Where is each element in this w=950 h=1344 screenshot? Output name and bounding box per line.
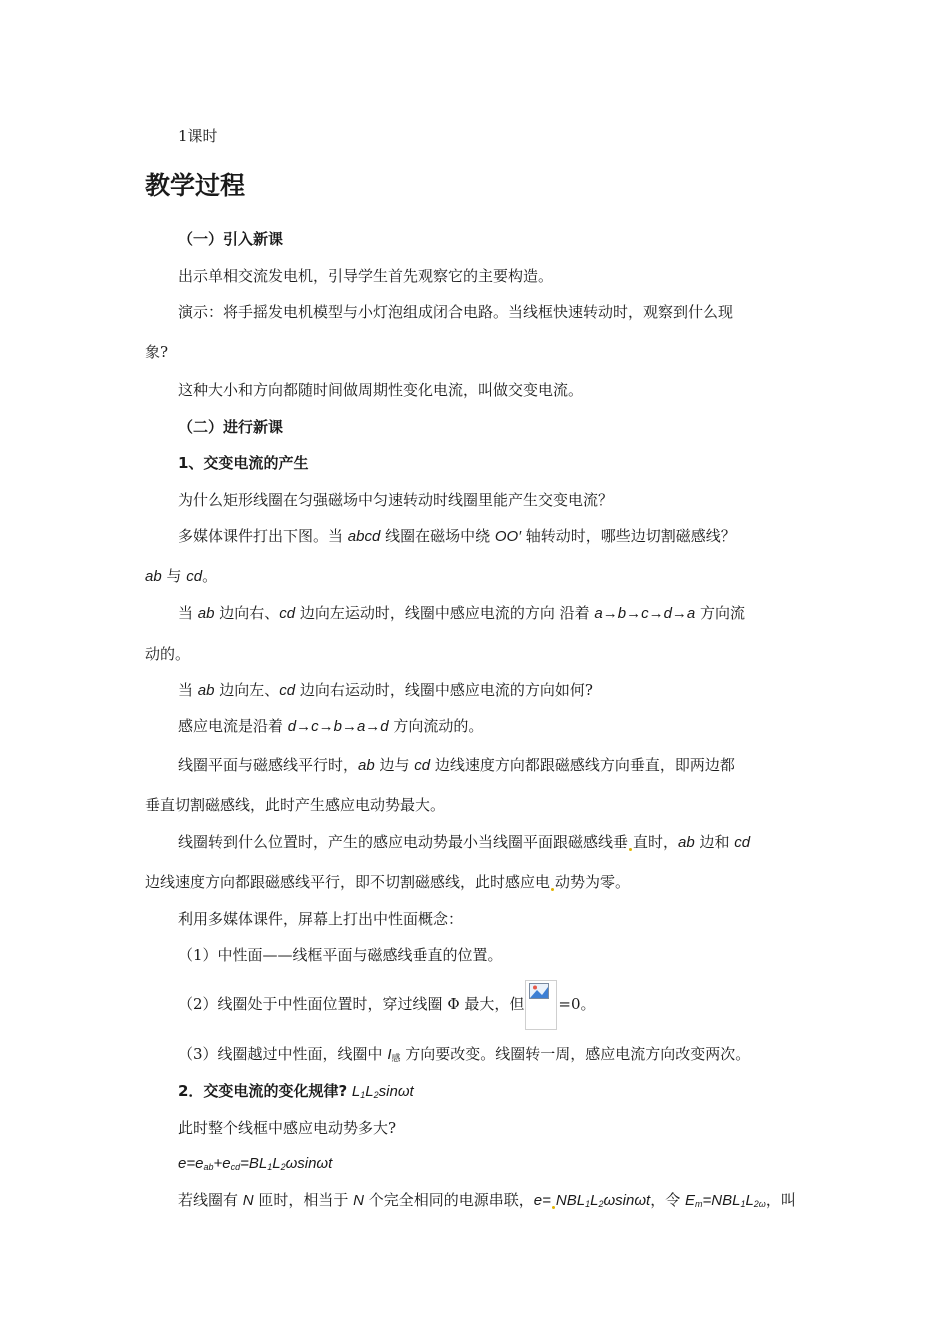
paragraph-continued xyxy=(145,872,630,892)
paragraph xyxy=(178,603,745,624)
part1-heading: （一）引入新课 xyxy=(178,230,284,248)
text: 轴转动时，哪些边切割磁感线？ xyxy=(521,527,736,545)
paragraph: 利用多媒体课件，屏幕上打出中性面概念： xyxy=(178,910,464,928)
text: 匝时，相当于 xyxy=(253,1191,354,1209)
math-ab: ab xyxy=(678,834,695,851)
text: 与 xyxy=(161,567,187,585)
math-path: d→c→b→a→d xyxy=(287,718,389,735)
text: 当 xyxy=(178,604,198,622)
subscript: 感 xyxy=(391,1054,401,1064)
text: 多媒体课件打出下图。当 xyxy=(178,527,348,545)
text: 动势为零。 xyxy=(555,873,631,891)
paragraph-continued xyxy=(145,566,217,587)
paragraph-continued: 动的。 xyxy=(145,645,191,663)
text: 方向流 xyxy=(695,604,746,622)
math-ab: ab xyxy=(197,682,215,699)
math-formula: $NBL_1L_2\omega\sin\omega t$ xyxy=(555,1192,651,1209)
math-cd: cd xyxy=(186,568,203,585)
text: 边线速度方向都跟磁感线平行，即不切割磁感线，此时感应电 xyxy=(145,873,551,891)
math-ab: ab xyxy=(358,757,375,774)
text: ，叫 xyxy=(765,1191,796,1209)
math-i: I xyxy=(387,1046,392,1063)
subheading: 1、交变电流的产生 xyxy=(178,454,309,472)
formula: $e=e_{ab}+e_{cd}=BL_1L_2\omega\sin\omega t$ xyxy=(178,1155,333,1172)
paragraph xyxy=(178,1190,796,1214)
paragraph xyxy=(178,755,735,776)
text: 直时， xyxy=(633,833,679,851)
text: 边线速度方向都跟磁感线方向垂直，即两边都 xyxy=(430,756,735,774)
broken-image-icon xyxy=(525,980,557,1030)
paragraph-continued: 象? xyxy=(145,343,169,361)
paragraph xyxy=(178,526,736,547)
text: （3）线圈越过中性面，线圈中 xyxy=(178,1045,388,1063)
text: 线圈平面与磁感线平行时， xyxy=(178,756,359,774)
math-ab: ab xyxy=(145,568,162,585)
list-item xyxy=(178,980,596,1030)
subheading-text: 2．交变电流的变化规律? xyxy=(178,1082,348,1100)
list-item xyxy=(178,1044,750,1069)
text: 边与 xyxy=(374,756,415,774)
anchor-mark xyxy=(551,888,554,891)
paragraph xyxy=(178,832,750,853)
text: ，令 xyxy=(650,1191,685,1209)
math-axis: OO′ xyxy=(494,528,522,545)
paragraph-continued: 垂直切割磁感线，此时产生感应电动势最大。 xyxy=(145,796,446,814)
math-path: a→b→c→d→a xyxy=(594,605,696,622)
text: 边向左运动时，线圈中感应电流的方向 沿着 xyxy=(295,604,595,622)
text: 边向右运动时，线圈中感应电流的方向如何? xyxy=(295,681,593,699)
text: 方向流动的。 xyxy=(388,717,484,735)
anchor-mark xyxy=(629,848,632,851)
list-item: （1）中性面——线框平面与磁感线垂直的位置。 xyxy=(178,946,503,964)
text: 线圈转到什么位置时，产生的感应电动势最小当线圈平面跟磁感线垂 xyxy=(178,833,629,851)
paragraph: 为什么矩形线圈在匀强磁场中匀速转动时线圈里能产生交变电流？ xyxy=(178,491,614,509)
text: =0。 xyxy=(558,995,596,1013)
text: 当 xyxy=(178,681,198,699)
text: 个完全相同的电源串联， xyxy=(364,1191,534,1209)
math-cd: cd xyxy=(734,834,751,851)
paragraph: 出示单相交流发电机，引导学生首先观察它的主要构造。 xyxy=(178,267,554,285)
text: 感应电流是沿着 xyxy=(178,717,288,735)
lesson-count: 1课时 xyxy=(178,127,218,145)
paragraph: 此时整个线框中感应电动势多大? xyxy=(178,1119,397,1137)
math-n: N xyxy=(242,1192,254,1209)
text: 边和 xyxy=(694,833,735,851)
text: 边向右、 xyxy=(214,604,280,622)
math-ab: ab xyxy=(197,605,215,622)
paragraph xyxy=(178,680,593,701)
text: 线圈在磁场中绕 xyxy=(380,527,495,545)
text: 方向要改变。线圈转一周，感应电流方向改变两次。 xyxy=(400,1045,751,1063)
paragraph xyxy=(178,716,483,737)
math-cd: cd xyxy=(279,605,296,622)
part2-heading: （二）进行新课 xyxy=(178,418,284,436)
math-formula: $L_1L_2\sin\omega t$ xyxy=(351,1083,414,1100)
anchor-mark xyxy=(552,1206,555,1209)
math-formula: $E_m=NBL_1L_{2\omega}$ xyxy=(684,1192,766,1209)
math-abcd: abcd xyxy=(347,528,381,545)
math-cd: cd xyxy=(279,682,296,699)
math-n: N xyxy=(353,1192,365,1209)
text: 边向左、 xyxy=(214,681,280,699)
text: 若线圈有 xyxy=(178,1191,243,1209)
section-title: 教学过程 xyxy=(145,171,246,200)
paragraph: 这种大小和方向都随时间做周期性变化电流，叫做交变电流。 xyxy=(178,381,584,399)
math-e: e= xyxy=(533,1192,551,1209)
text: （2）线圈处于中性面位置时，穿过线圈 Φ 最大，但 xyxy=(178,995,525,1013)
text: 。 xyxy=(202,567,218,585)
math-cd: cd xyxy=(414,757,431,774)
paragraph: 演示：将手摇发电机模型与小灯泡组成闭合电路。当线框快速转动时，观察到什么现 xyxy=(178,303,734,321)
subheading xyxy=(178,1081,414,1105)
